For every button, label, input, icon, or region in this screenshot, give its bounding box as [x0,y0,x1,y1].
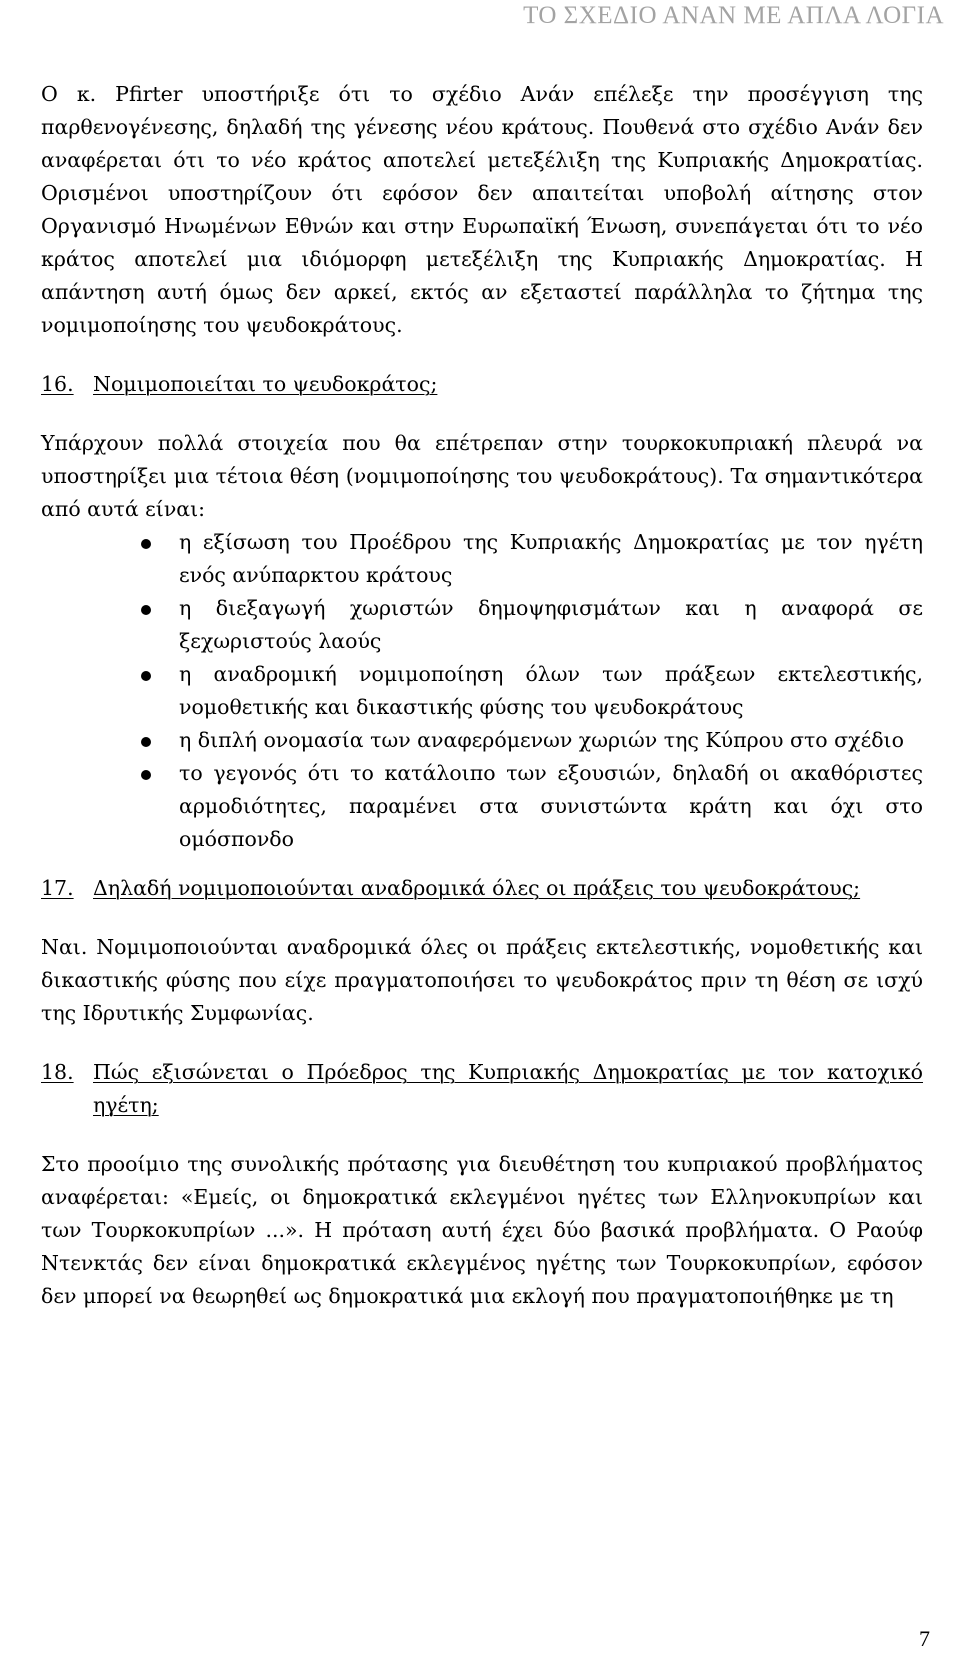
list-item-text: η διπλή ονομασία των αναφερόμενων χωριών της Κύπρου στο σχέδιο [179,728,904,752]
answer-17-paragraph: Ναι. Νομιμοποιούνται αναδρομικά όλες οι πράξεις εκτελεστικής, νομοθετικής και δικαστικής φύσης που είχε πραγματοποιήσει το ψευδοκράτος πριν τη θέση σε ισχύ της Ιδρυτικής Συμφωνίας. [41,935,923,1025]
document-body [41,78,923,1313]
running-header: ΤΟ ΣΧΕΔΙΟ ΑΝΑΝ ΜΕ ΑΠΛΑ ΛΟΓΙΑ [523,2,944,29]
question-number: 17. [41,876,74,900]
question-number: 16. [41,372,74,396]
bullet-icon [141,539,151,549]
list-item [41,757,923,856]
bullet-icon [141,605,151,615]
answer-16-paragraph: Υπάρχουν πολλά στοιχεία που θα επέτρεπαν στην τουρκοκυπριακή πλευρά να υποστηρίξει μια τέτοια θέση (νομιμοποίησης του ψευδοκράτους). Τα σημαντικότερα από αυτά είναι: [41,431,923,521]
question-16-heading [41,368,923,401]
intro-paragraph: Ο κ. Pfirter υποστήριξε ότι το σχέδιο Ανάν επέλεξε την προσέγγιση της παρθενογένεσης, δηλαδή της γένεσης νέου κράτους. Πουθενά στο σχέδιο Ανάν δεν αναφέρεται ότι το νέο κράτος αποτελεί μετεξέλιξη της Κυπριακής Δημοκρατίας. Ορισμένοι υποστηρίζουν ότι εφόσον δεν απαιτείται υποβολή αίτησης στον Οργανισμό Ηνωμένων Εθνών και στην Ευρωπαϊκή Ένωση, συνεπάγεται ότι το νέο κράτος αποτελεί μια ιδιόμορφη μετεξέλιξη της Κυπριακής Δημοκρατίας. Η απάντηση αυτή όμως δεν αρκεί, εκτός αν εξεταστεί παράλληλα το ζήτημα της νομιμοποίησης του ψευδοκράτους. [41,82,923,337]
question-text: Πώς εξισώνεται ο Πρόεδρος της Κυπριακής Δημοκρατίας με τον κατοχικό ηγέτη; [93,1060,923,1117]
question-18-heading [41,1056,923,1122]
bullet-icon [141,671,151,681]
page-number: 7 [919,1626,930,1651]
list-item [41,658,923,724]
list-item-text: η διεξαγωγή χωριστών δημοψηφισμάτων και η αναφορά σε ξεχωριστούς λαούς [179,596,923,653]
list-item [41,592,923,658]
bullet-icon [141,770,151,780]
question-17-heading [41,872,923,905]
list-item-text: το γεγονός ότι το κατάλοιπο των εξουσιών, δηλαδή οι ακαθόριστες αρμοδιότητες, παραμένει στα συνιστώντα κράτη και όχι στο ομόσπονδο [179,761,923,851]
list-item-text: η αναδρομική νομιμοποίηση όλων των πράξεων εκτελεστικής, νομοθετικής και δικαστικής φύσης του ψευδοκράτους [179,662,923,719]
list-item [41,526,923,592]
bullet-icon [141,737,151,747]
question-text: Δηλαδή νομιμοποιούνται αναδρομικά όλες οι πράξεις του ψευδοκράτους; [93,876,861,900]
question-text: Νομιμοποιείται το ψευδοκράτος; [93,372,438,396]
answer-18-paragraph: Στο προοίμιο της συνολικής πρότασης για διευθέτηση του κυπριακού προβλήματος αναφέρεται: «Εμείς, οι δημοκρατικά εκλεγμένοι ηγέτες των Ελληνοκυπρίων και των Τουρκοκυπρίων ...». Η πρόταση αυτή έχει δύο βασικά προβλήματα. Ο Ραούφ Ντενκτάς δεν είναι δημοκρατικά εκλεγμένος ηγέτης των Τουρκοκυπρίων, εφόσον δεν μπορεί να θεωρηθεί ως δημοκρατικά μια εκλογή που πραγματοποιήθηκε με τη [41,1152,923,1308]
list-item-text: η εξίσωση του Προέδρου της Κυπριακής Δημοκρατίας με τον ηγέτη ενός ανύπαρκτου κράτους [179,530,923,587]
list-item [41,724,923,757]
question-number: 18. [41,1060,74,1084]
answer-16-bullet-list [41,526,923,856]
